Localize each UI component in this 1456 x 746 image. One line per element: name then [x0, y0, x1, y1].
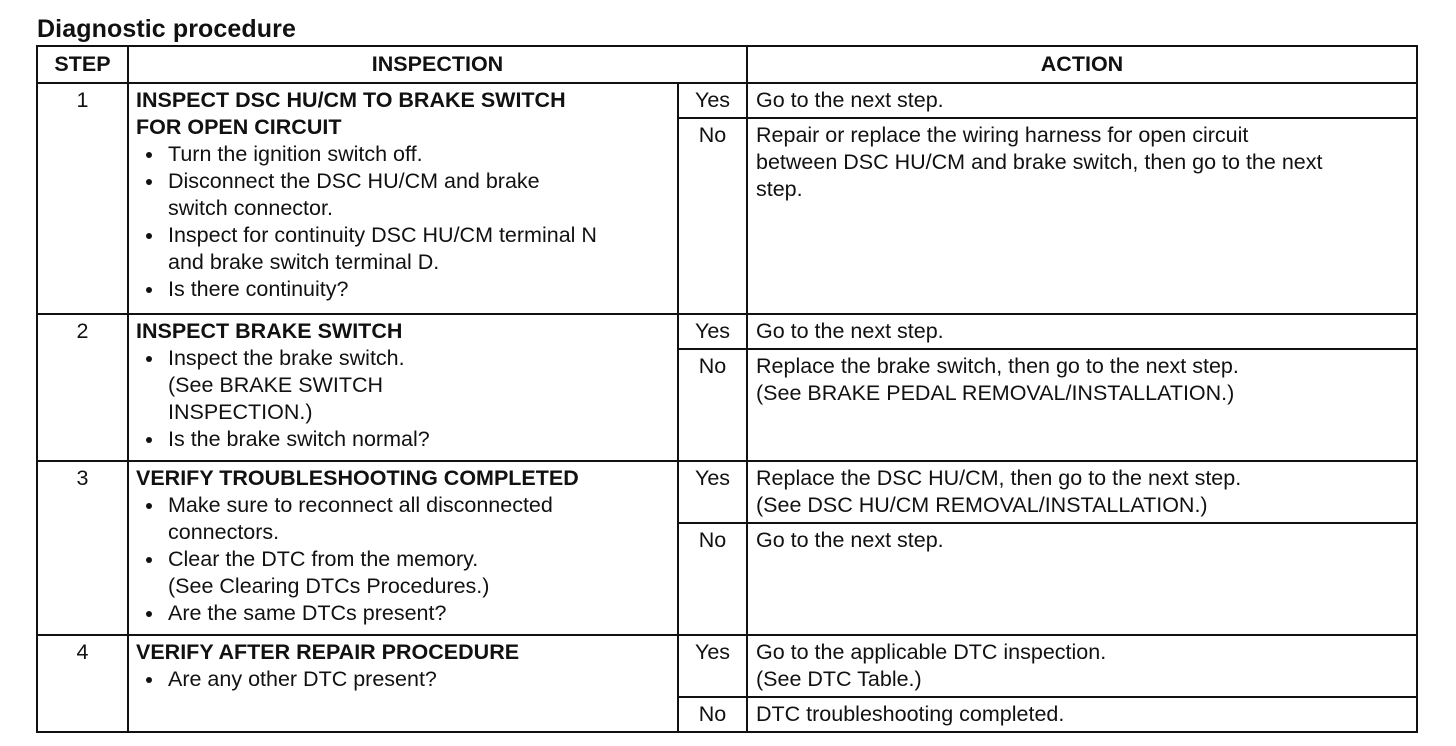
- action-line: Go to the next step.: [756, 88, 944, 112]
- inspection-bullets: [136, 345, 671, 453]
- action-line: Repair or replace the wiring harness for open circuit: [756, 123, 1249, 147]
- yes-label: Yes: [678, 461, 747, 523]
- header-action: ACTION: [747, 46, 1417, 83]
- inspection-bullet: [136, 222, 671, 276]
- action-line: Replace the DSC HU/CM, then go to the next step.: [756, 466, 1242, 490]
- bullet-line: Are the same DTCs present?: [168, 601, 447, 625]
- no-label: No: [678, 523, 747, 635]
- action-line: (See DTC Table.): [756, 667, 922, 691]
- inspection-bullet: [136, 276, 671, 303]
- yes-action: [747, 461, 1417, 523]
- inspection-cell: [128, 635, 678, 732]
- inspection-title: INSPECT DSC HU/CM TO BRAKE SWITCH: [136, 88, 566, 112]
- inspection-bullet: [136, 666, 671, 693]
- bullet-line: Make sure to reconnect all disconnected: [168, 493, 553, 517]
- header-step: STEP: [37, 46, 128, 83]
- no-action: [747, 697, 1417, 732]
- table-row: [37, 461, 1417, 523]
- bullet-line: INSPECTION.): [168, 400, 313, 424]
- table-header-row: [37, 46, 1417, 83]
- inspection-bullet: [136, 345, 671, 426]
- bullet-line: and brake switch terminal D.: [168, 250, 440, 274]
- yes-action: [747, 83, 1417, 118]
- bullet-line: Clear the DTC from the memory.: [168, 547, 479, 571]
- inspection-bullets: [136, 492, 671, 627]
- action-line: between DSC HU/CM and brake switch, then go to the next: [756, 150, 1323, 174]
- table-row: [37, 83, 1417, 118]
- inspection-title: VERIFY TROUBLESHOOTING COMPLETED: [136, 466, 579, 490]
- inspection-bullet: [136, 600, 671, 627]
- inspection-bullet: [136, 492, 671, 546]
- bullet-line: (See Clearing DTCs Procedures.): [168, 574, 490, 598]
- bullet-line: Is the brake switch normal?: [168, 427, 430, 451]
- diagnostic-table: [36, 45, 1418, 733]
- step-number: 2: [37, 314, 128, 461]
- inspection-cell: [128, 314, 678, 461]
- inspection-bullet: [136, 168, 671, 222]
- action-line: Replace the brake switch, then go to the next step.: [756, 354, 1239, 378]
- no-label: No: [678, 697, 747, 732]
- inspection-bullet: [136, 546, 671, 600]
- no-action: [747, 349, 1417, 461]
- yes-label: Yes: [678, 83, 747, 118]
- action-line: Go to the next step.: [756, 528, 944, 552]
- inspection-bullets: [136, 666, 671, 693]
- table-row: [37, 635, 1417, 697]
- action-line: DTC troubleshooting completed.: [756, 702, 1065, 726]
- step-number: 3: [37, 461, 128, 635]
- header-inspection: INSPECTION: [128, 46, 747, 83]
- table-body: [37, 83, 1417, 732]
- bullet-line: connectors.: [168, 520, 280, 544]
- bullet-line: switch connector.: [168, 196, 333, 220]
- step-number: 4: [37, 635, 128, 732]
- yes-label: Yes: [678, 635, 747, 697]
- inspection-bullet: [136, 141, 671, 168]
- yes-action: [747, 635, 1417, 697]
- inspection-title: VERIFY AFTER REPAIR PROCEDURE: [136, 640, 520, 664]
- action-line: Go to the next step.: [756, 319, 944, 343]
- action-line: (See DSC HU/CM REMOVAL/INSTALLATION.): [756, 493, 1208, 517]
- no-label: No: [678, 118, 747, 314]
- action-line: step.: [756, 177, 803, 201]
- no-label: No: [678, 349, 747, 461]
- table-row: [37, 314, 1417, 349]
- inspection-title: FOR OPEN CIRCUIT: [136, 115, 342, 139]
- bullet-line: Turn the ignition switch off.: [168, 142, 423, 166]
- bullet-line: Inspect the brake switch.: [168, 346, 405, 370]
- yes-label: Yes: [678, 314, 747, 349]
- action-line: Go to the applicable DTC inspection.: [756, 640, 1107, 664]
- no-action: [747, 523, 1417, 635]
- bullet-line: Is there continuity?: [168, 277, 349, 301]
- action-line: (See BRAKE PEDAL REMOVAL/INSTALLATION.): [756, 381, 1235, 405]
- step-number: 1: [37, 83, 128, 314]
- inspection-cell: [128, 83, 678, 314]
- bullet-line: Inspect for continuity DSC HU/CM terminal N: [168, 223, 597, 247]
- bullet-line: (See BRAKE SWITCH: [168, 373, 384, 397]
- inspection-cell: [128, 461, 678, 635]
- inspection-bullet: [136, 426, 671, 453]
- bullet-line: Disconnect the DSC HU/CM and brake: [168, 169, 540, 193]
- page-title: Diagnostic procedure: [37, 15, 296, 43]
- bullet-line: Are any other DTC present?: [168, 667, 437, 691]
- yes-action: [747, 314, 1417, 349]
- inspection-bullets: [136, 141, 671, 303]
- inspection-title: INSPECT BRAKE SWITCH: [136, 319, 403, 343]
- no-action: [747, 118, 1417, 314]
